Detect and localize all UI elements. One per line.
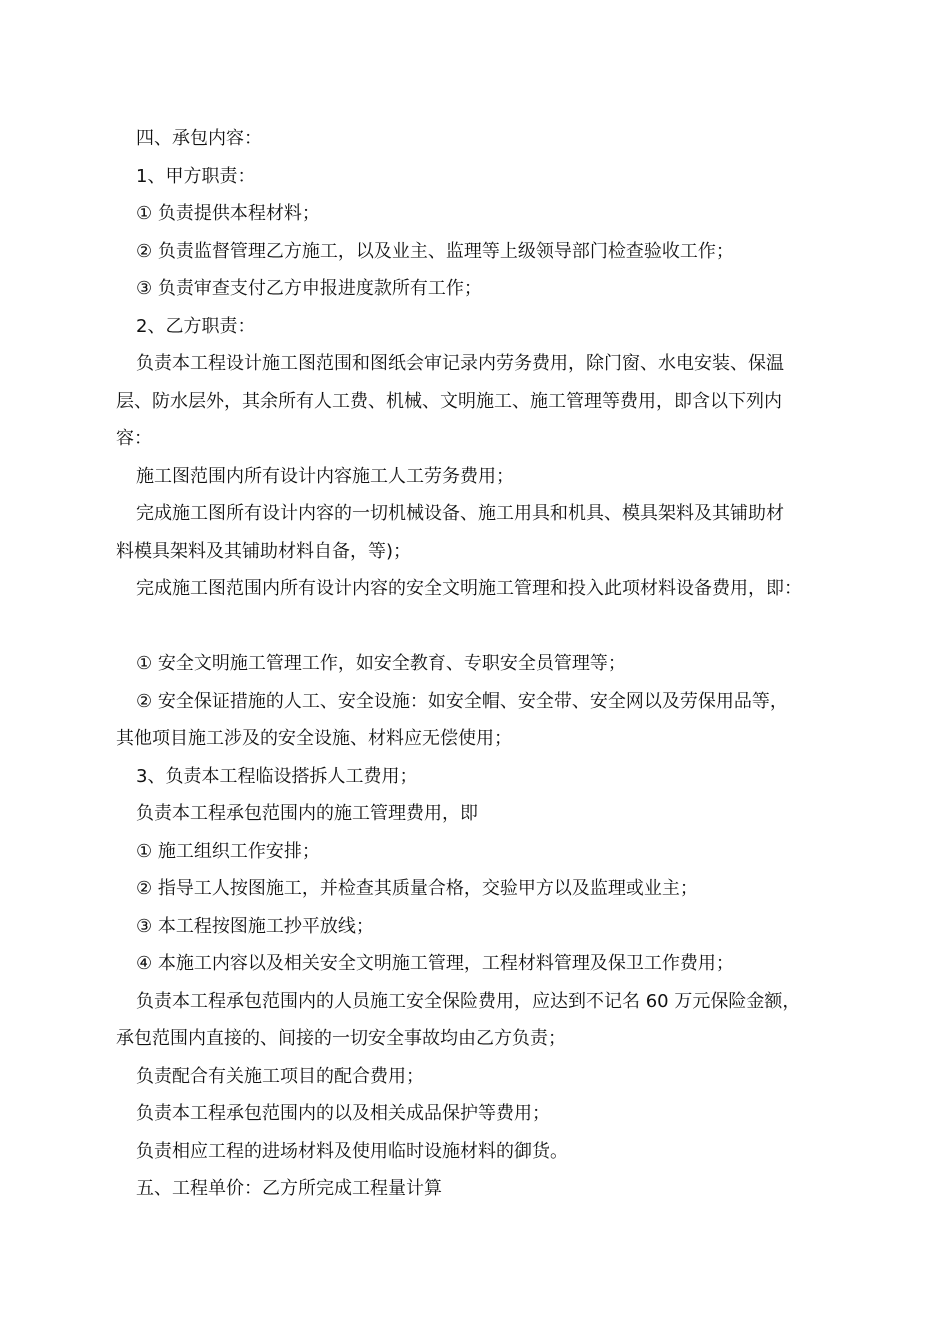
section-heading-4: 四、承包内容：: [136, 128, 262, 149]
paragraph-line: 负责本工程承包范围内的人员施工安全保险费用，应达到不记名 60 万元保险金额，: [136, 990, 801, 1012]
paragraph-line: 施工图范围内所有设计内容施工人工劳务费用；: [136, 465, 514, 487]
management-item-1: ① 施工组织工作安排；: [136, 840, 320, 862]
subheading-party-b-duties: 2、乙方职责：: [136, 315, 256, 337]
subheading-party-a-duties: 1、甲方职责：: [136, 165, 256, 187]
management-item-2: ② 指导工人按图施工，并检查其质量合格，交验甲方以及监理或业主；: [136, 878, 698, 899]
management-item-4: ④ 本施工内容以及相关安全文明施工管理，工程材料管理及保卫工作费用；: [136, 953, 734, 974]
paragraph-line: 负责配合有关施工项目的配合费用；: [136, 1065, 424, 1087]
paragraph-line: 负责相应工程的进场材料及使用临时设施材料的御货。: [136, 1140, 568, 1162]
management-item-3: ③ 本工程按图施工抄平放线；: [136, 915, 374, 937]
paragraph-line: 承包范围内直接的、间接的一切安全事故均由乙方负责；: [116, 1028, 566, 1049]
party-a-duty-1: ① 负责提供本程材料；: [136, 203, 320, 224]
paragraph-line: 负责本工程设计施工图范围和图纸会审记录内劳务费用，除门窗、水电安装、保温: [136, 353, 784, 374]
document-body: [116, 120, 856, 1208]
paragraph-line: 负责本工程承包范围内的施工管理费用，即: [136, 803, 478, 824]
party-a-duty-2: ② 负责监督管理乙方施工，以及业主、监理等上级领导部门检查验收工作；: [136, 240, 734, 262]
section-heading-5: 五、工程单价：乙方所完成工程量计算: [136, 1178, 442, 1199]
safety-item-2: ② 安全保证措施的人工、安全设施：如安全帽、安全带、安全网以及劳保用品等，: [136, 690, 788, 712]
blank-line: [116, 608, 856, 646]
paragraph-line: 完成施工图范围内所有设计内容的安全文明施工管理和投入此项材料设备费用，即：: [136, 578, 802, 599]
paragraph-line: 层、防水层外，其余所有人工费、机械、文明施工、施工管理等费用，即含以下列内: [116, 390, 782, 412]
paragraph-line: 其他项目施工涉及的安全设施、材料应无偿使用；: [116, 728, 512, 749]
safety-item-1: ① 安全文明施工管理工作，如安全教育、专职安全员管理等；: [136, 653, 626, 674]
paragraph-line: 3、负责本工程临设搭拆人工费用；: [136, 765, 418, 787]
paragraph-line: 容：: [116, 428, 152, 449]
paragraph-line: 料模具架料及其铺助材料自备，等)；: [116, 540, 412, 562]
paragraph-line: 负责本工程承包范围内的以及相关成品保护等费用；: [136, 1103, 550, 1124]
paragraph-line: 完成施工图所有设计内容的一切机械设备、施工用具和机具、模具架料及其铺助材: [136, 503, 784, 524]
party-a-duty-3: ③ 负责审查支付乙方申报进度款所有工作；: [136, 278, 482, 299]
